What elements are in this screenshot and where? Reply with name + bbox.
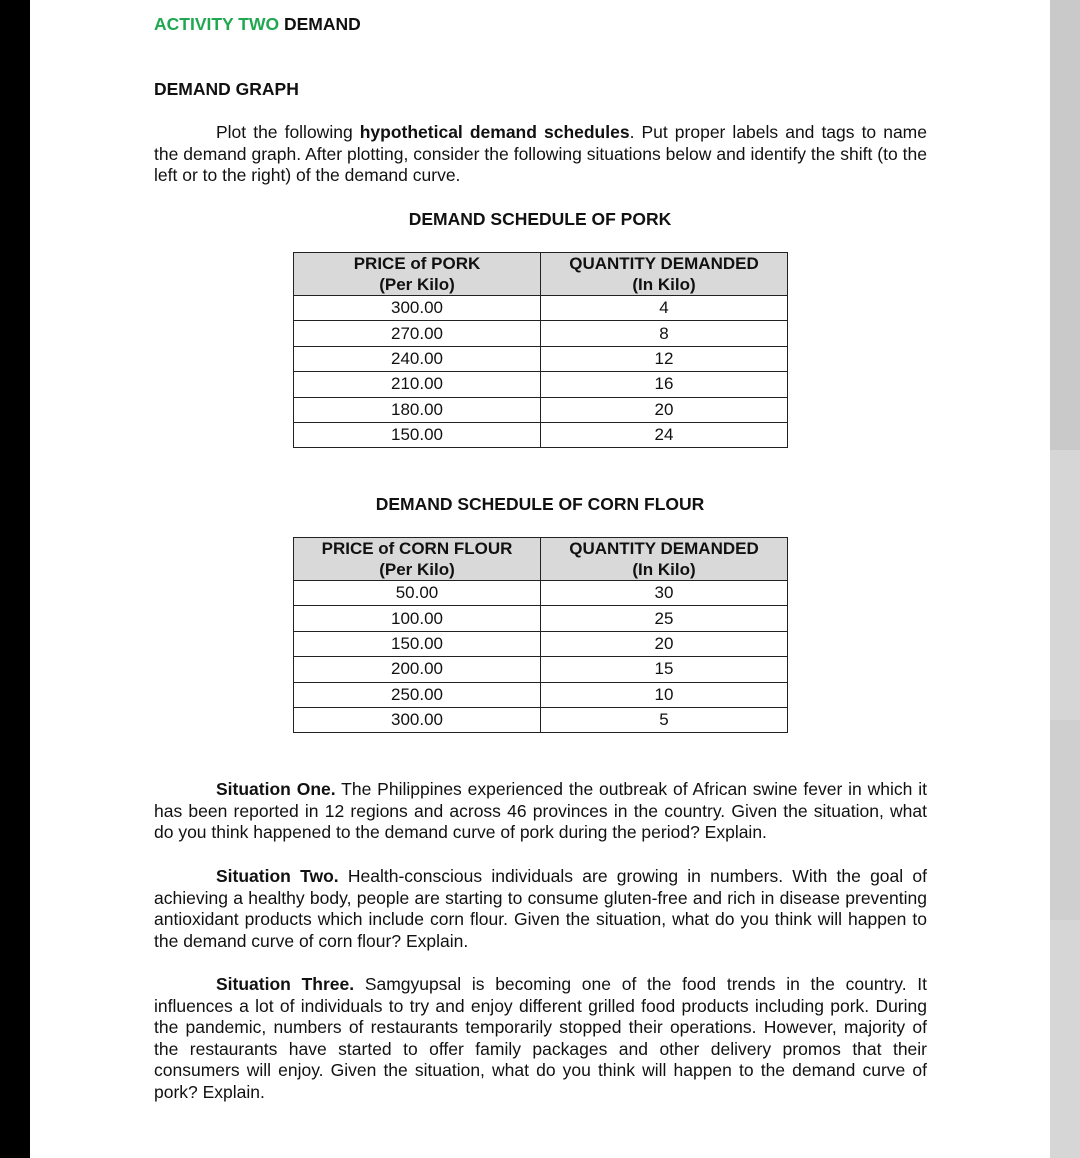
panel-band [1050,0,1080,450]
pork-price-header: PRICE of PORK (Per Kilo) [294,253,541,296]
table-row [294,372,788,397]
price-cell: 150.00 [294,422,541,447]
situation-text: Samgyupsal is becoming one of the food trends in the country. It influences a lot of individuals to try and enjoy different grilled food products including pork. During the pandemic, numbers of restaurants temporarily stopped their operations. However, majority of the restaurants have started to offer family packages and other delivery promos that their consumers will enjoy. Given the situation, what do you think will happen to the demand curve of pork? Explain. [154,974,927,1102]
table-row [294,346,788,371]
situation-label: Situation One. [216,779,336,799]
qty-cell: 5 [541,707,788,732]
price-cell: 250.00 [294,682,541,707]
price-cell: 270.00 [294,321,541,346]
pork-table-header-row [294,253,788,296]
qty-cell: 30 [541,581,788,606]
situation-text: The Philippines experienced the outbreak of African swine fever in which it has been reported in 12 regions and across 46 provinces in the country. Given the situation, what do you think happened to the demand curve of pork during the period? Explain. [154,779,927,843]
table-row [294,682,788,707]
situation-text: Health-conscious individuals are growing in numbers. With the goal of achieving a healthy body, people are starting to consume gluten-free and rich in disease preventing antioxidant products which include corn flour. Given the situation, what do you think will happen to the demand curve of corn flour? Explain. [154,866,927,951]
qty-cell: 20 [541,397,788,422]
corn-price-header: PRICE of CORN FLOUR (Per Kilo) [294,538,541,581]
corn-table-header-row [294,538,788,581]
qty-cell: 12 [541,346,788,371]
section-heading: DEMAND GRAPH [154,79,299,99]
intro-text-before: Plot the following [216,122,360,142]
right-side-panel [1050,0,1080,1158]
situation-label: Situation Two. [216,866,339,886]
pork-schedule-table [293,252,788,448]
price-cell: 300.00 [294,707,541,732]
qty-cell: 16 [541,372,788,397]
situation-two-paragraph [154,866,927,952]
table-row [294,296,788,321]
qty-cell: 8 [541,321,788,346]
document-page [30,0,1050,1158]
table-row [294,631,788,656]
price-cell: 200.00 [294,657,541,682]
price-cell: 300.00 [294,296,541,321]
corn-schedule-title: DEMAND SCHEDULE OF CORN FLOUR [375,494,705,514]
price-cell: 240.00 [294,346,541,371]
pork-schedule-title: DEMAND SCHEDULE OF PORK [408,209,672,229]
situation-three-paragraph [154,974,927,1104]
situation-one-paragraph [154,779,927,844]
activity-heading-green: ACTIVITY TWO [154,14,280,34]
price-cell: 210.00 [294,372,541,397]
pork-qty-header: QUANTITY DEMANDED (In Kilo) [541,253,788,296]
table-row [294,657,788,682]
qty-cell: 15 [541,657,788,682]
price-cell: 100.00 [294,606,541,631]
qty-cell: 4 [541,296,788,321]
table-row [294,707,788,732]
situation-label: Situation Three. [216,974,355,994]
table-row [294,321,788,346]
activity-heading [154,14,361,36]
corn-schedule-table [293,537,788,733]
price-cell: 150.00 [294,631,541,656]
intro-text-bold: hypothetical demand schedules [359,122,630,142]
panel-band [1050,720,1080,920]
intro-text-after: . Put proper labels and tags to name the demand graph. After plotting, consider the following situations below and identify the shift (to the left or to the right) of the demand curve. [154,122,927,186]
qty-cell: 25 [541,606,788,631]
table-row [294,581,788,606]
activity-heading-rest: DEMAND [279,14,361,34]
qty-cell: 24 [541,422,788,447]
intro-paragraph [154,122,927,187]
price-cell: 180.00 [294,397,541,422]
table-row [294,422,788,447]
corn-qty-header: QUANTITY DEMANDED (In Kilo) [541,538,788,581]
qty-cell: 20 [541,631,788,656]
qty-cell: 10 [541,682,788,707]
table-row [294,397,788,422]
price-cell: 50.00 [294,581,541,606]
table-row [294,606,788,631]
